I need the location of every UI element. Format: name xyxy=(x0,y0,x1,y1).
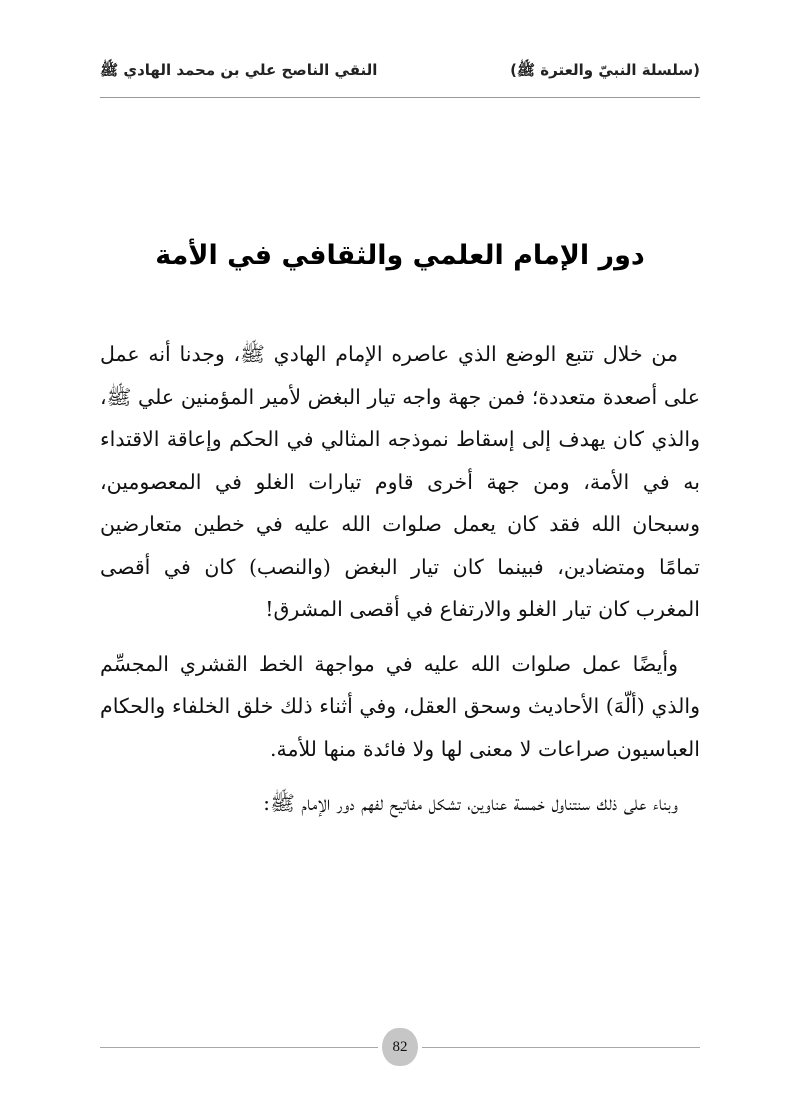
series-title: (سلسلة النبيّ والعترة ﷺ) xyxy=(510,61,700,79)
footer-divider-right xyxy=(422,1047,700,1048)
footer-divider-left xyxy=(100,1047,378,1048)
paragraph: من خلال تتبع الوضع الذي عاصره الإمام الهادي ﷺ، وجدنا أنه عمل على أصعدة متعددة؛ فمن جهة واجه تيار البغض لأمير المؤمنين علي ﷺ، والذي كان يهدف إلى إسقاط نموذجه المثالي في الحكم وإعاقة الاقتداء به في الأمة، ومن جهة أخرى قاوم تيارات الغلو في المعصومين، وسبحان الله فقد كان يعمل صلوات الله عليه في خطين متعارضين تمامًا ومتضادين، فبينما كان تيار البغض (والنصب) كان في أقصى المغرب كان تيار الغلو والارتفاع في أقصى المشرق! xyxy=(100,342,700,621)
paragraph: وأيضًا عمل صلوات الله عليه في مواجهة الخط القشري المجسِّم والذي (ألّهَ) الأحاديث وسحق العقل، وفي أثناء ذلك خلق الخلفاء والحكام العباسيون صراعات لا معنى لها ولا فائدة منها للأمة. xyxy=(100,651,700,761)
page-number: 82 xyxy=(392,1038,408,1055)
body-text xyxy=(100,333,700,837)
page-number-badge xyxy=(382,1028,418,1066)
book-title: النقي الناصح علي بن محمد الهادي ﷺ xyxy=(100,61,378,79)
header-divider xyxy=(100,97,700,98)
running-header xyxy=(100,52,700,92)
paragraph: وبناء على ذلك سنتناول خمسة عناوين، تشكل مفاتيح لفهم دور الإمام ﷺ: xyxy=(263,791,678,815)
chapter-title: دور الإمام العلمي والثقافي في الأمة xyxy=(155,240,645,272)
